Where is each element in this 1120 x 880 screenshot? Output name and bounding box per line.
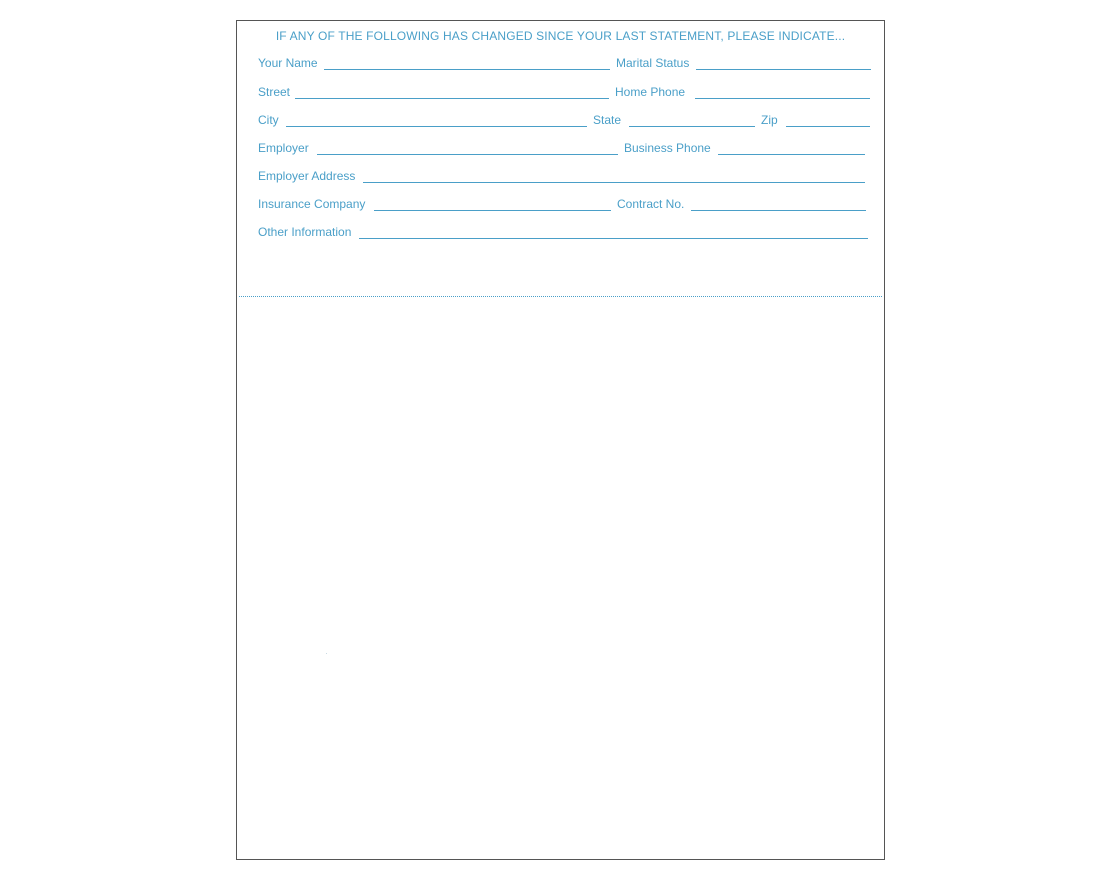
street-field[interactable] — [258, 85, 609, 101]
marital-status-label: Marital Status — [616, 56, 690, 70]
employer-line — [317, 154, 618, 155]
zip-line — [786, 126, 870, 127]
contract-no-field[interactable] — [617, 197, 866, 213]
marital-status-field[interactable] — [616, 56, 871, 72]
state-line — [629, 126, 755, 127]
zip-field[interactable] — [761, 113, 870, 129]
business-phone-field[interactable] — [624, 141, 865, 157]
employer-field[interactable] — [258, 141, 618, 157]
perforation-line — [239, 296, 882, 297]
other-information-label: Other Information — [258, 225, 352, 239]
insurance-company-label: Insurance Company — [258, 197, 366, 211]
state-label: State — [593, 113, 622, 127]
home-phone-label: Home Phone — [615, 85, 686, 99]
state-field[interactable] — [593, 113, 755, 129]
statement-change-form — [236, 20, 885, 860]
street-line — [295, 98, 609, 99]
zip-label: Zip — [761, 113, 778, 127]
city-field[interactable] — [258, 113, 587, 129]
your-name-field[interactable] — [258, 56, 610, 72]
employer-label: Employer — [258, 141, 309, 155]
form-heading: IF ANY OF THE FOLLOWING HAS CHANGED SINCE YOUR LAST STATEMENT, PLEASE INDICATE... — [275, 29, 846, 43]
home-phone-line — [695, 98, 870, 99]
employer-address-field[interactable] — [258, 169, 865, 185]
insurance-company-field[interactable] — [258, 197, 611, 213]
other-information-field[interactable] — [258, 225, 868, 241]
other-information-line — [359, 238, 868, 239]
your-name-line — [324, 69, 610, 70]
business-phone-label: Business Phone — [624, 141, 711, 155]
employer-address-label: Employer Address — [258, 169, 356, 183]
business-phone-line — [718, 154, 865, 155]
insurance-company-line — [374, 210, 611, 211]
contract-no-label: Contract No. — [617, 197, 685, 211]
street-label: Street — [258, 85, 291, 99]
home-phone-field[interactable] — [615, 85, 870, 101]
contract-no-line — [691, 210, 866, 211]
city-line — [286, 126, 587, 127]
your-name-label: Your Name — [258, 56, 318, 70]
speck — [326, 653, 327, 654]
employer-address-line — [363, 182, 865, 183]
marital-status-line — [696, 69, 871, 70]
city-label: City — [258, 113, 279, 127]
